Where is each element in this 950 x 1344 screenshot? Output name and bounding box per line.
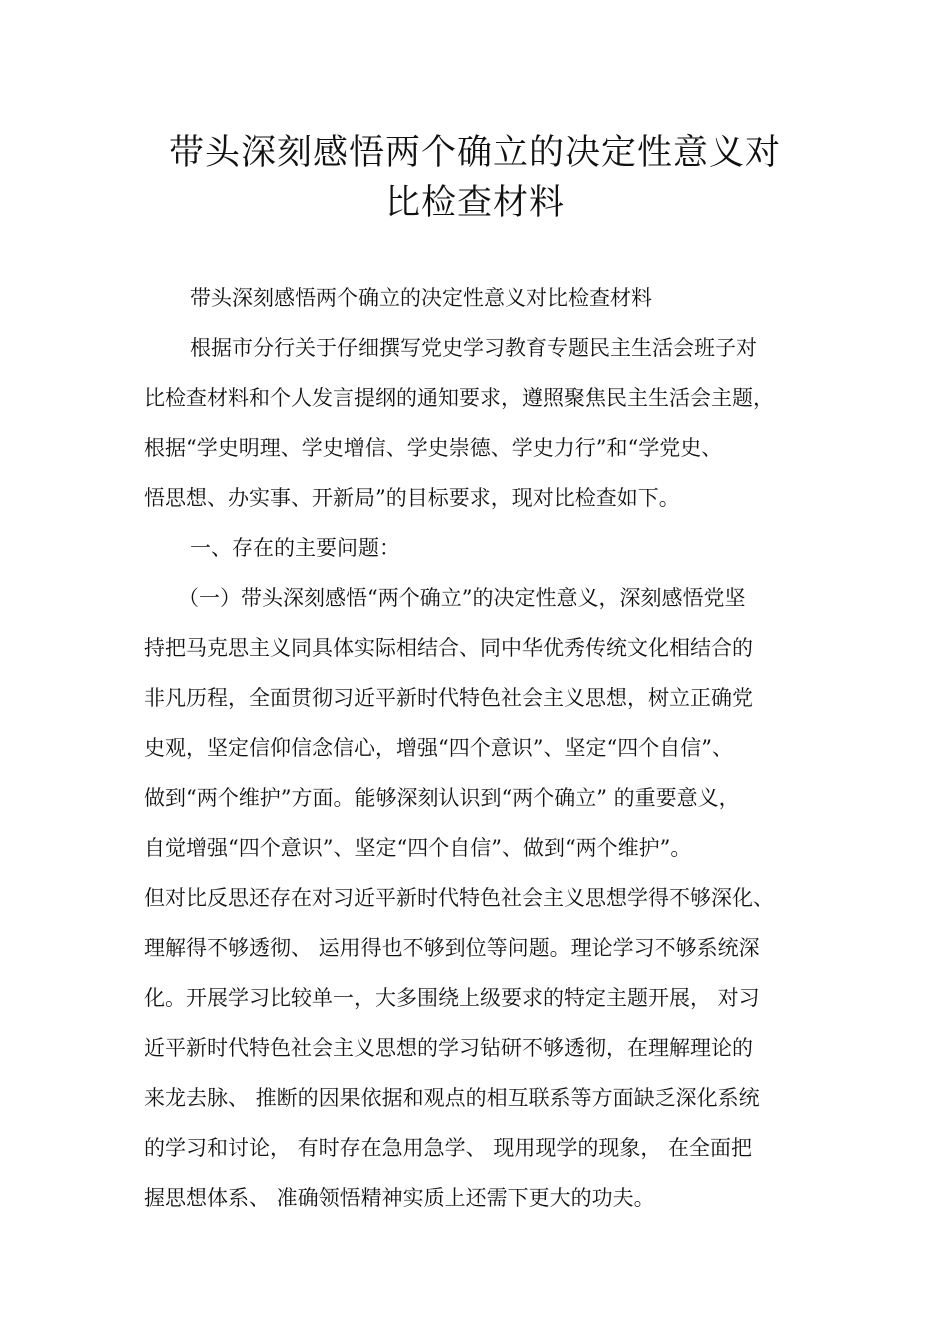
body-line: 但对比反思还存在对习近平新时代特色社会主义思想学得不够深化、 [144, 886, 774, 910]
body-line: 近平新时代特色社会主义思想的学习钻研不够透彻，在理解理论的 [144, 1036, 753, 1060]
document-title [120, 128, 830, 228]
body-line: 根据“学史明理、学史增信、学史崇德、学史力行”和“学党史、 [144, 436, 723, 460]
body-line: 做到“两个维护”方面。能够深刻认识到“两个确立” 的重要意义， [144, 786, 740, 810]
body-line: 握思想体系、 准确领悟精神实质上还需下更大的功夫。 [144, 1186, 655, 1210]
body-line: 悟思想、办实事、开新局”的目标要求，现对比检查如下。 [144, 486, 680, 510]
body-line: 的学习和讨论， 有时存在急用急学、 现用现学的现象， 在全面把 [144, 1136, 753, 1160]
body-line: 带头深刻感悟两个确立的决定性意义对比检查材料 [190, 286, 652, 310]
body-line: 非凡历程，全面贯彻习近平新时代特色社会主义思想，树立正确党 [144, 686, 753, 710]
title-line-1: 带头深刻感悟两个确立的决定性意义对 [168, 133, 781, 173]
body-line: 持把马克思主义同具体实际相结合、同中华优秀传统文化相结合的 [144, 636, 753, 660]
body-line: 比检查材料和个人发言提纲的通知要求，遵照聚焦民主生活会主题， [144, 386, 774, 410]
body-line: （一）带头深刻感悟“两个确立”的决定性意义，深刻感悟党坚 [178, 586, 746, 610]
body-line: 来龙去脉、 推断的因果依据和观点的相互联系等方面缺乏深化系统 [144, 1086, 760, 1110]
body-line: 化。开展学习比较单一，大多围绕上级要求的特定主题开展， 对习 [144, 986, 760, 1010]
body-line: 史观，坚定信仰信念信心，增强“四个意识”、坚定“四个自信”、 [144, 736, 733, 760]
body-line: 自觉增强“四个意识”、坚定“四个自信”、做到“两个维护”。 [144, 836, 692, 860]
section-heading: 一、存在的主要问题： [190, 536, 400, 560]
body-line: 理解得不够透彻、 运用得也不够到位等问题。理论学习不够系统深 [144, 936, 760, 960]
body-line: 根据市分行关于仔细撰写党史学习教育专题民主生活会班子对 [190, 336, 757, 360]
title-line-2: 比检查材料 [384, 183, 565, 223]
